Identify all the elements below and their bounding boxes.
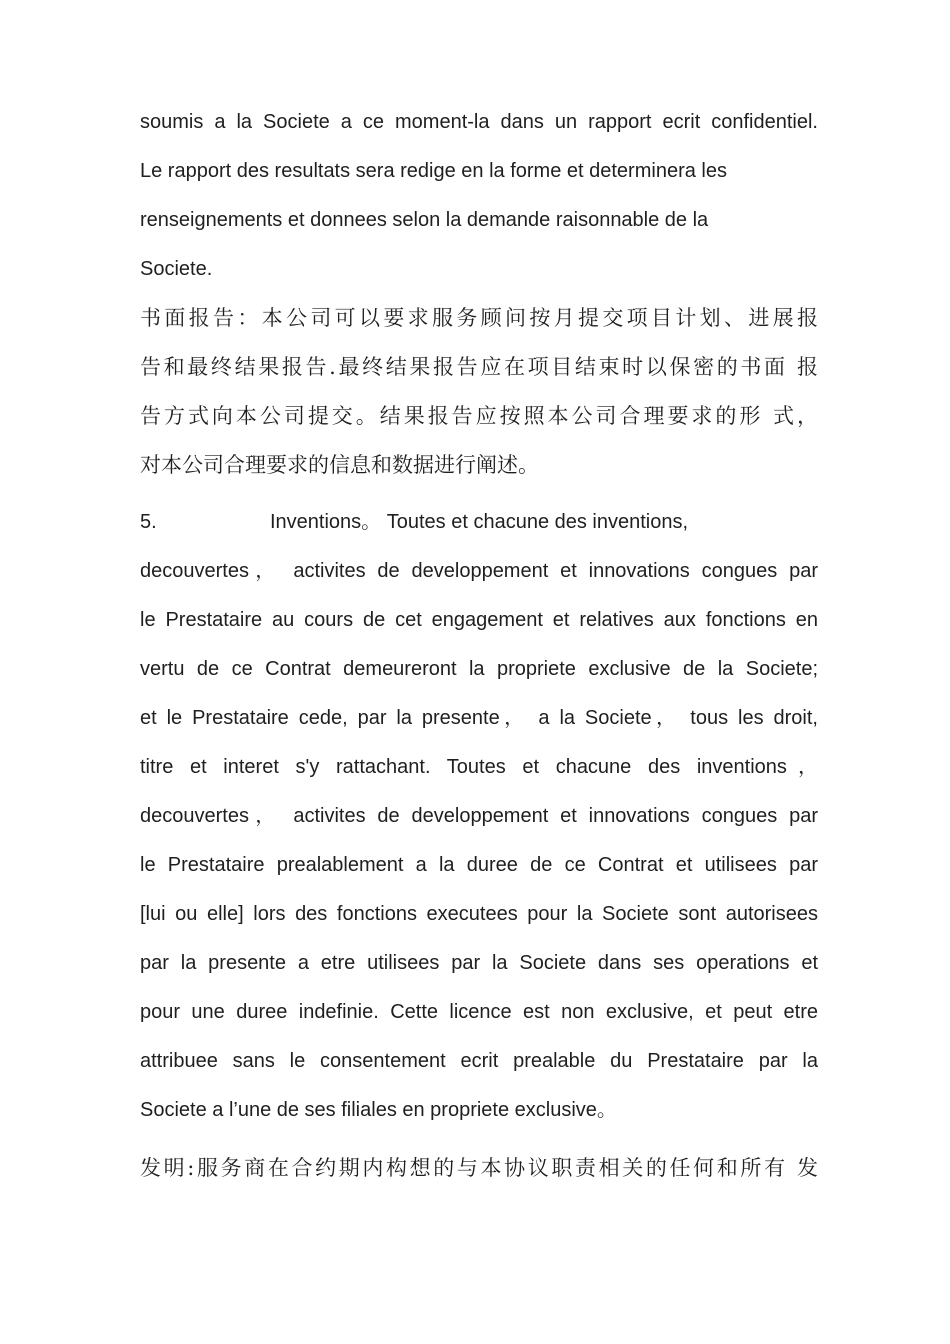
text-line: soumis a la Societe a ce moment-la dans un rapport ecrit confidentiel. [140,111,818,133]
text-line: titre et interet s'y rattachant. Toutes et chacune des inventions， [140,756,818,778]
text-line: 对本公司合理要求的信息和数据进行阐述。 [140,453,539,477]
text-line: vertu de ce Contrat demeureront la propriete exclusive de la Societe; [140,658,818,680]
paragraph-spacer [140,490,818,498]
text-line: Societe. [140,258,213,280]
text-line: Societe a l’une de ses filiales en propriete exclusive。 [140,1099,617,1121]
text-line: attribuee sans le consentement ecrit prealable du Prestataire par la [140,1050,818,1072]
paragraph-results-report-zh [140,294,818,490]
text-line: renseignements et donnees selon la demande raisonnable de la [140,209,709,231]
text-line: 告方式向本公司提交。结果报告应按照本公司合理要求的形 式， [140,404,818,428]
text-line: Le rapport des resultats sera redige en la forme et determinera les [140,160,727,182]
section-heading-line [140,498,818,547]
paragraph-results-report-fr [140,98,818,294]
text-line: 告和最终结果报告.最终结果报告应在项目结束时以保密的书面 报 [140,355,818,379]
text-line: par la presente a etre utilisees par la Societe dans ses operations et [140,952,818,974]
text-line: pour une duree indefinie. Cette licence est non exclusive, et peut etre [140,1001,818,1023]
text-line: le Prestataire prealablement a la duree de ce Contrat et utilisees par [140,854,818,876]
section-heading-text: Inventions。 Toutes et chacune des inventions, [270,511,689,533]
text-line: le Prestataire au cours de cet engagement et relatives aux fonctions en [140,609,818,631]
document-body [140,98,818,1193]
section-number: 5. [140,511,157,533]
text-line: 书面报告：本公司可以要求服务顾问按月提交项目计划、进展报 [140,306,818,330]
section-5-inventions-fr [140,498,818,1135]
paragraph-spacer [140,1135,818,1144]
text-line: 发明:服务商在合约期内构想的与本协议职责相关的任何和所有 发 [140,1156,818,1180]
text-line: [lui ou elle] lors des fonctions executees pour la Societe sont autorisees [140,903,818,925]
text-line: decouvertes， activites de developpement et innovations congues par [140,805,818,827]
text-line: et le Prestataire cede, par la presente， a la Societe， tous les droit, [140,707,818,729]
text-line: decouvertes， activites de developpement et innovations congues par [140,560,818,582]
section-5-inventions-zh [140,1144,818,1193]
